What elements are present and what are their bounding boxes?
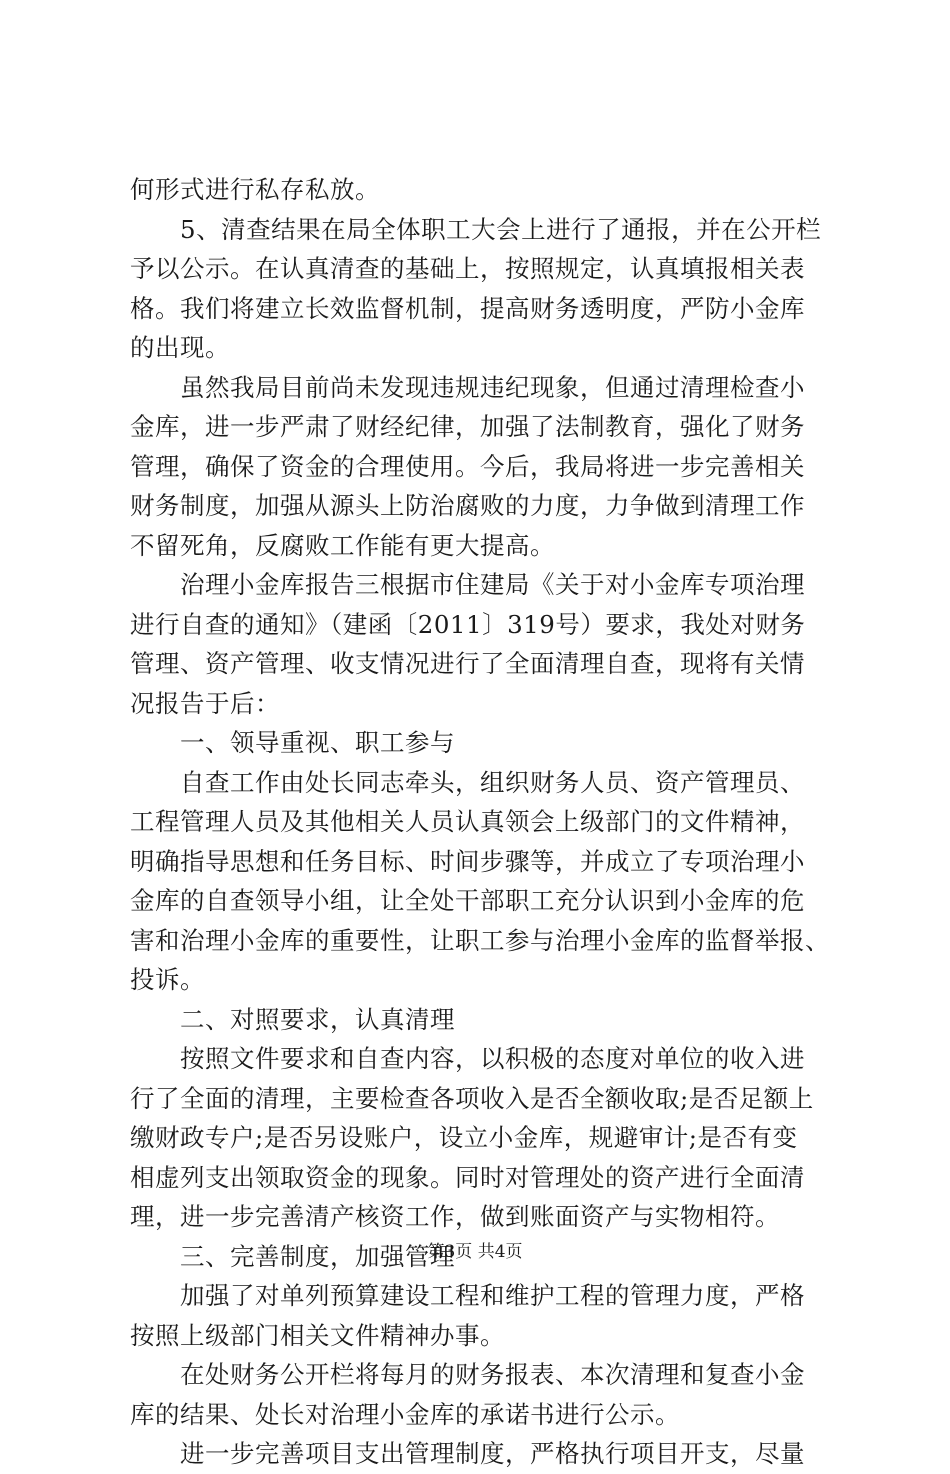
text-line: 二、对照要求，认真清理: [180, 1004, 455, 1034]
text-line: 5、清查结果在局全体职工大会上进行了通报，并在公开栏: [180, 214, 822, 244]
text-line: 的出现。: [130, 333, 230, 362]
text-line: 治理小金库报告三根据市住建局《关于对小金库专项治理: [180, 570, 805, 599]
text-line: 何形式进行私存私放。: [130, 175, 380, 204]
text-line: 自查工作由处长同志牵头，组织财务人员、资产管理员、: [180, 767, 805, 797]
text-line: 行了全面的清理，主要检查各项收入是否全额收取;是否足额上: [130, 1083, 814, 1113]
text-line: 金库的自查领导小组，让全处干部职工充分认识到小金库的危: [130, 886, 805, 915]
text-line: 虽然我局目前尚未发现违规违纪现象，但通过清理检查小: [180, 372, 805, 402]
text-line: 按照上级部门相关文件精神办事。: [130, 1320, 505, 1350]
text-line: 进行自查的通知》（建函〔2011〕319号）要求，我处对财务: [130, 609, 806, 639]
text-line: 财务制度，加强从源头上防治腐败的力度，力争做到清理工作: [130, 491, 805, 520]
text-line: 不留死角，反腐败工作能有更大提高。: [130, 530, 555, 560]
text-line: 库的结果、处长对治理小金库的承诺书进行公示。: [130, 1399, 680, 1429]
text-line: 一、领导重视、职工参与: [180, 728, 455, 757]
text-line: 予以公示。在认真清查的基础上，按照规定，认真填报相关表: [130, 254, 805, 283]
text-line: 管理、资产管理、收支情况进行了全面清理自查，现将有关情: [130, 649, 805, 678]
page-footer: 第3页 共4页: [427, 1242, 523, 1262]
text-line: 投诉。: [130, 965, 205, 994]
text-line: 三、完善制度，加强管理: [180, 1241, 455, 1271]
text-line: 管理，确保了资金的合理使用。今后，我局将进一步完善相关: [130, 451, 805, 481]
document-body: [130, 170, 830, 1474]
text-line: 明确指导思想和任务目标、时间步骤等，并成立了专项治理小: [130, 846, 805, 876]
text-line: 按照文件要求和自查内容，以积极的态度对单位的收入进: [180, 1044, 805, 1073]
text-line: 相虚列支出领取资金的现象。同时对管理处的资产进行全面清: [130, 1162, 805, 1192]
text-line: 加强了对单列预算建设工程和维护工程的管理力度，严格: [180, 1281, 805, 1310]
text-line: 在处财务公开栏将每月的财务报表、本次清理和复查小金: [180, 1360, 805, 1389]
text-line: 况报告于后：: [130, 688, 280, 718]
text-line: 害和治理小金库的重要性，让职工参与治理小金库的监督举报、: [130, 925, 830, 955]
text-line: 格。我们将建立长效监督机制，提高财务透明度，严防小金库: [130, 293, 805, 323]
text-line: 工程管理人员及其他相关人员认真领会上级部门的文件精神，: [130, 807, 805, 836]
text-line: 进一步完善项目支出管理制度，严格执行项目开支，尽量: [180, 1439, 805, 1468]
text-line: 缴财政专户;是否另设账户，设立小金库，规避审计;是否有变: [130, 1123, 798, 1152]
text-line: 理，进一步完善清产核资工作，做到账面资产与实物相符。: [130, 1202, 780, 1231]
text-line: 金库，进一步严肃了财经纪律，加强了法制教育，强化了财务: [130, 412, 805, 441]
